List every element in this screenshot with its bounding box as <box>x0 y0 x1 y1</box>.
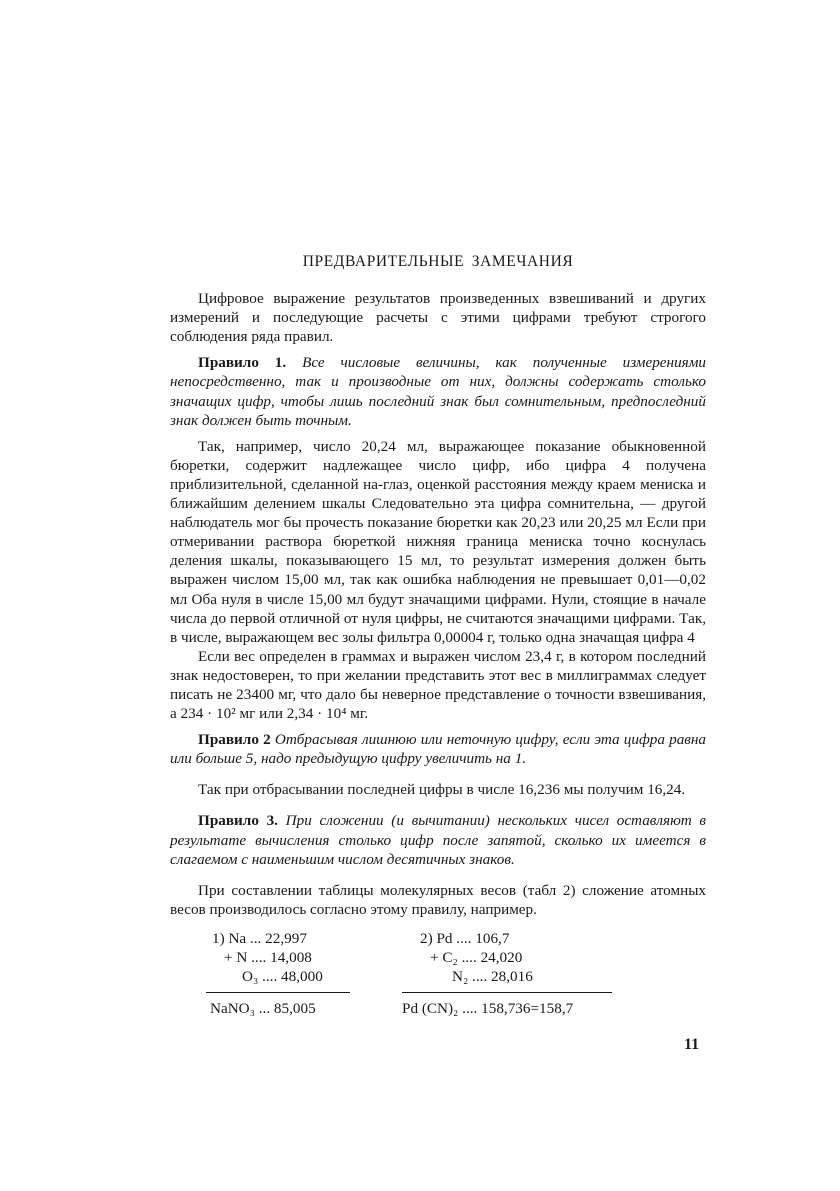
calc-1-line: 1) Na ... 22,997 <box>212 929 307 947</box>
calculation-examples <box>170 929 706 1029</box>
sum-line <box>206 992 350 993</box>
rule-3-label: Правило 3. <box>198 812 278 830</box>
document-page <box>170 252 706 1029</box>
calc-1-line: O₃ .... 48,000 <box>242 967 323 985</box>
rule-3-text: При сложении (и вычитании) нескольких чисел оставляют в результате вычисления столько цифр после запятой, сколько их имеется в слагаемом с наименьшим числом десятичных знаков. <box>170 812 707 868</box>
rule-2-label: Правило 2 <box>198 731 271 749</box>
calc-1-line: + N .... 14,008 <box>224 948 312 966</box>
table-paragraph: При составлении таблицы молекулярных весов (табл 2) сложение атомных весов производилось согласно этому правилу, например. <box>170 881 706 918</box>
calc-2 <box>402 929 533 986</box>
intro-paragraph: Цифровое выражение результатов произведенных взвешиваний и других измерений и последующие расчеты с этими цифрами требуют строгого соблюдения ряда правил. <box>170 290 706 346</box>
rule-1-label: Правило 1. <box>198 354 287 372</box>
rule-2-text: Отбрасывая лишнюю или неточную цифру, если эта цифра равна или больше 5, надо предыдущую цифру увеличить на 1. <box>170 731 707 768</box>
rule-1-paragraph <box>170 353 706 429</box>
rule-1-text: Все числовые величины, как полученные измерениями непосредственно, так и производные от них, должны содержать столько значащих цифр, чтобы лишь последний знак был сомнительным, предпоследний знак должен быть точным. <box>170 354 707 429</box>
calc-1-result: NaNO₃ ... 85,005 <box>210 999 316 1017</box>
rounding-paragraph: Так при отбрасывании последней цифры в числе 16,236 мы получим 16,24. <box>198 781 686 799</box>
example-paragraph: Так, например, число 20,24 мл, выражающее показание обыкновенной бюретки, содержит надлежащее число цифр, ибо цифра 4 получена приблизительной, сделанной на-глаз, оценкой расстояния между краем мениска и ближайшим делением шкалы Следовательно эта цифра сомнительна, — другой наблюдатель мог бы прочесть показание бюретки как 20,23 или 20,25 мл Если при отмеривании раствора бюреткой нижняя граница мениска точно коснулась деления шкалы, показывающего 15 мл, то результат измерения должен быть выражен числом 15,00 мл, так как ошибка наблюдения не превышает 0,01—0,02 мл Оба нуля в числе 15,00 мл будут значащими цифрами. Нули, стоящие в начале числа до первой отличной от нуля цифры, не считаются значащими цифрами. Так, в числе, выражающем вес золы фильтра 0,00004 г, только одна значащая цифра 4 <box>170 437 706 646</box>
weight-paragraph: Если вес определен в граммах и выражен числом 23,4 г, в котором последний знак недостоверен, то при желании представить этот вес в миллиграммах следует писать не 23400 мг, что дало бы неверное представление о точности взвешивания, а 234 · 10² мг или 2,34 · 10⁴ мг. <box>170 647 706 723</box>
calc-2-result: Pd (CN)₂ .... 158,736=158,7 <box>402 999 574 1017</box>
sum-line <box>402 992 612 993</box>
calc-2-line: 2) Pd .... 106,7 <box>420 929 510 947</box>
page-title: ПРЕДВАРИТЕЛЬНЫЕ ЗАМЕЧАНИЯ <box>302 253 574 270</box>
calc-2-line: + C₂ .... 24,020 <box>430 948 523 966</box>
rule-3-paragraph <box>170 811 706 868</box>
rule-2-paragraph <box>170 730 706 768</box>
calc-1 <box>212 929 323 986</box>
page-number: 11 <box>684 1036 700 1053</box>
calc-2-line: N₂ .... 28,016 <box>452 967 533 985</box>
